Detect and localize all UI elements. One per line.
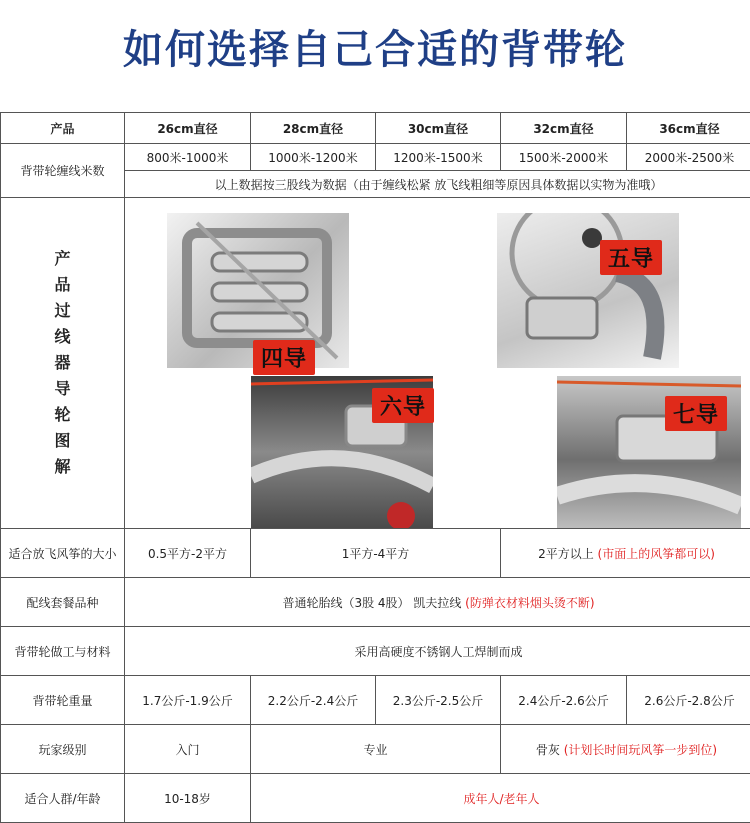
table-cell [501,529,750,578]
header-row [1,113,750,144]
table-cell: 1500米-2000米 [501,144,627,171]
age-row [1,774,750,823]
label-char: 产 [54,246,70,272]
row-label: 背带轮缠线米数 [1,144,125,198]
row-label: 背带轮做工与材料 [1,627,125,676]
label-char: 导 [54,376,70,402]
tag-five-guide: 五导 [600,240,662,275]
header-col: 28cm直径 [251,113,376,144]
row-label: 适合人群/年龄 [1,774,125,823]
table-cell: 成年人/老年人 [251,774,750,823]
table-cell: 1000米-1200米 [251,144,376,171]
label-char: 解 [54,454,70,480]
table-cell: 1200米-1500米 [376,144,501,171]
page-title: 如何选择自己合适的背带轮 [0,18,750,75]
table-cell: 2.4公斤-2.6公斤 [501,676,627,725]
label-char: 线 [54,324,70,350]
image-cell [125,198,750,529]
line-length-note: 以上数据按三股线为数据（由于缠线松紧 放飞线粗细等原因具体数据以实物为准哦） [125,171,750,198]
row-label: 玩家级别 [1,725,125,774]
row-label: 适合放飞风筝的大小 [1,529,125,578]
spec-table [0,112,750,823]
table-cell: 2.6公斤-2.8公斤 [627,676,750,725]
label-char: 品 [54,272,70,298]
row-label: 背带轮重量 [1,676,125,725]
label-char: 图 [54,428,70,454]
level-row [1,725,750,774]
header-label: 产品 [1,113,125,144]
tag-seven-guide: 七导 [665,396,727,431]
line-set-note: (防弹衣材料烟头烫不断) [465,596,594,610]
row-label: 配线套餐品种 [1,578,125,627]
table-cell: 采用高硬度不锈钢人工焊制而成 [125,627,750,676]
header-col: 36cm直径 [627,113,750,144]
table-cell: 2.2公斤-2.4公斤 [251,676,376,725]
table-cell [501,725,750,774]
kite-size-note: (市面上的风筝都可以) [598,547,715,561]
label-char: 轮 [54,402,70,428]
label-char: 过 [54,298,70,324]
material-row [1,627,750,676]
table-cell: 2.3公斤-2.5公斤 [376,676,501,725]
image-row [1,198,750,529]
header-col: 26cm直径 [125,113,251,144]
label-char: 器 [54,350,70,376]
table-cell: 0.5平方-2平方 [125,529,251,578]
table-cell: 10-18岁 [125,774,251,823]
five-guide-photo [497,213,679,368]
tag-six-guide: 六导 [372,388,434,423]
line-set-row [1,578,750,627]
table-cell: 1.7公斤-1.9公斤 [125,676,251,725]
kite-size-value: 2平方以上 [538,547,594,561]
image-row-label [1,198,125,529]
table-cell: 入门 [125,725,251,774]
table-cell: 2000米-2500米 [627,144,750,171]
weight-row [1,676,750,725]
level-value: 骨灰 [536,743,560,757]
line-length-row [1,144,750,171]
header-col: 30cm直径 [376,113,501,144]
header-col: 32cm直径 [501,113,627,144]
line-set-value: 普通轮胎线（3股 4股） 凯夫拉线 [282,596,461,610]
kite-size-row [1,529,750,578]
table-cell: 1平方-4平方 [251,529,501,578]
table-cell: 专业 [251,725,501,774]
tag-four-guide: 四导 [253,340,315,375]
table-cell [125,578,750,627]
table-cell: 800米-1000米 [125,144,251,171]
level-note: (计划长时间玩风筝一步到位) [564,743,717,757]
